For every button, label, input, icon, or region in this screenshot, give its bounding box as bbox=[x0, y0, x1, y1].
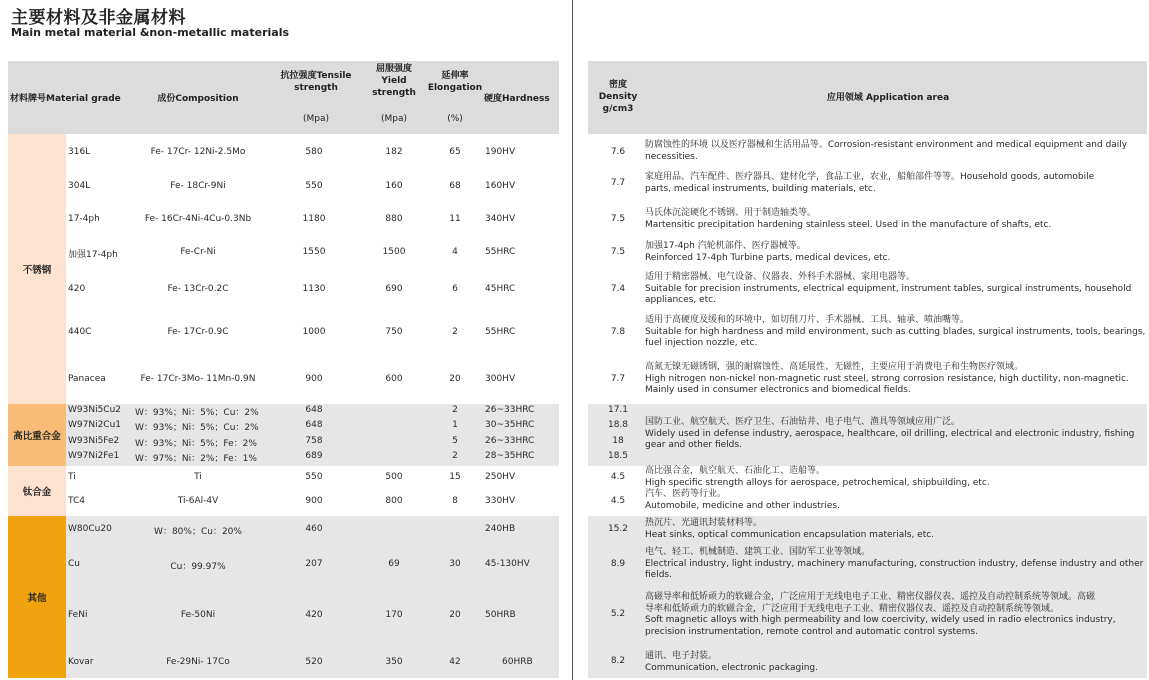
row-panacea-grade: Panacea bbox=[68, 374, 106, 384]
header-tensile-line2: strength bbox=[294, 83, 338, 93]
row-316l-composition: Fe- 17Cr- 12Ni-2.5Mo bbox=[150, 147, 246, 157]
row-w80cu20-composition: W：80%；Cu：20% bbox=[154, 527, 242, 537]
row-reinforced-17-4ph-composition: Fe-Cr-Ni bbox=[180, 247, 216, 257]
row-ti-composition: Ti bbox=[194, 472, 202, 482]
row-reinforced-17-4ph-density: 7.5 bbox=[610, 247, 626, 257]
row-w97ni2fe1-hardness: 28~35HRC bbox=[485, 451, 535, 461]
row-cu-density: 8.9 bbox=[610, 559, 626, 569]
group-tungsten-alloy: 高比重合金 bbox=[8, 404, 66, 466]
left-table-header bbox=[8, 61, 559, 134]
app-line: precision instrumentation, remote control and automatic control systems. bbox=[645, 626, 978, 637]
header-yield-line1: 屈服强度 bbox=[375, 64, 412, 74]
row-cu-application bbox=[645, 547, 1147, 582]
row-tc4-composition: Ti-6Al-4V bbox=[177, 496, 219, 506]
app-line: Automobile, medicine and other industries. bbox=[645, 500, 840, 511]
row-tc4-tensile: 900 bbox=[305, 496, 323, 506]
row-w97ni2fe1-elongation: 2 bbox=[452, 451, 458, 461]
row-reinforced-17-4ph-yield: 1500 bbox=[382, 247, 406, 257]
row-ti-yield: 500 bbox=[385, 472, 403, 482]
titanium-alloy-application bbox=[645, 466, 1147, 512]
app-line: Martensitic precipitation hardening stainless steel. Used in the manufacture of shafts, etc. bbox=[645, 219, 1052, 230]
row-kovar-application bbox=[645, 651, 1147, 674]
row-w93ni5cu2-tensile: 648 bbox=[305, 405, 323, 415]
row-feni-application bbox=[645, 592, 1147, 638]
app-line: fuel injection nozzle, etc. bbox=[645, 338, 758, 348]
row-17-4ph-application bbox=[645, 208, 1147, 231]
header-yield-line3: strength bbox=[372, 88, 416, 98]
app-line: High nitrogen non-nickel non-magnetic rust steel, strong corrosion resistance, high ductility, non-magnetic. bbox=[645, 373, 1129, 384]
row-w97ni2fe1-grade: W97Ni2Fe1 bbox=[68, 451, 120, 461]
app-line: 导率和低矫顽力的软磁合金，广泛应用于无线电电子工业、精密仪器仪表、遥控及自动控制系统等领域。 bbox=[645, 603, 1060, 614]
row-440c-tensile: 1000 bbox=[302, 327, 326, 337]
app-line: 适用于精密器械、电气设备、仪器表、外科手术器械、家用电器等。 bbox=[645, 272, 916, 282]
app-line: Widely used in defense industry, aerospace, healthcare, oil drilling, electrical and electronic industry, fishing bbox=[645, 428, 1135, 439]
row-ti-density: 4.5 bbox=[610, 472, 626, 482]
row-kovar-hardness: 60HRB bbox=[502, 657, 533, 667]
row-w93ni5cu2-density: 17.1 bbox=[607, 405, 629, 415]
row-17-4ph-density: 7.5 bbox=[610, 214, 626, 224]
header-tensile-line1: 抗拉强度Tensile bbox=[280, 71, 352, 81]
row-w97ni2cu1-grade: W97Ni2Cu1 bbox=[68, 420, 122, 430]
row-w97ni2fe1-composition: W：97%；Ni：2%；Fe：1% bbox=[135, 454, 257, 464]
row-feni-density: 5.2 bbox=[610, 609, 626, 619]
row-feni-yield: 170 bbox=[385, 610, 403, 620]
row-ti-hardness: 250HV bbox=[485, 472, 516, 482]
header-tensile bbox=[268, 70, 364, 94]
row-440c-application bbox=[645, 315, 1147, 350]
row-420-elongation: 6 bbox=[452, 284, 458, 294]
row-w97ni2cu1-elongation: 1 bbox=[452, 420, 458, 430]
app-line: 国防工业、航空航天、医疗卫生、石油钻井、电子电气、渔具等领域应用广泛。 bbox=[645, 417, 961, 427]
row-304l-grade: 304L bbox=[68, 181, 91, 191]
row-kovar-density: 8.2 bbox=[610, 656, 626, 666]
row-w97ni2cu1-tensile: 648 bbox=[305, 420, 323, 430]
app-line: High specific strength alloys for aerospace, petrochemical, shipbuilding, etc. bbox=[645, 477, 990, 488]
app-line: 电气、轻工、机械制造、建筑工业、国防军工业等领域。 bbox=[645, 547, 871, 557]
row-feni-tensile: 420 bbox=[305, 610, 323, 620]
row-440c-yield: 750 bbox=[385, 327, 403, 337]
app-line: 适用于高硬度及缓和的环境中，如切削刀片、手术器械、工具、轴承、喷油嘴等。 bbox=[645, 315, 970, 325]
row-panacea-application bbox=[645, 362, 1147, 397]
header-grade: 材料牌号Material grade bbox=[10, 94, 121, 104]
row-316l-tensile: 580 bbox=[305, 147, 323, 157]
row-440c-hardness: 55HRC bbox=[485, 327, 516, 337]
app-line: necessities. bbox=[645, 151, 698, 162]
row-316l-elongation: 65 bbox=[449, 147, 461, 157]
row-w80cu20-density: 15.2 bbox=[607, 524, 629, 534]
row-reinforced-17-4ph-tensile: 1550 bbox=[302, 247, 326, 257]
row-316l-grade: 316L bbox=[68, 147, 91, 157]
row-316l-application bbox=[645, 140, 1147, 163]
app-line: 家庭用品、汽车配件、医疗器具、建材化学，食品工业，农业，船舶部件等等。Household goods, automobile bbox=[645, 172, 1095, 182]
header-yield-unit: (Mpa) bbox=[380, 114, 407, 124]
row-reinforced-17-4ph-grade: 加强17-4ph bbox=[68, 250, 118, 260]
row-w97ni2cu1-hardness: 30~35HRC bbox=[485, 420, 535, 430]
app-line: 防腐蚀性的环境 以及医疗器械和生活用品等。Corrosion-resistant environment and medical equipment and daily bbox=[645, 140, 1128, 150]
row-ti-grade: Ti bbox=[68, 472, 76, 482]
row-panacea-tensile: 900 bbox=[305, 374, 323, 384]
row-w93ni5fe2-tensile: 758 bbox=[305, 436, 323, 446]
row-reinforced-17-4ph-elongation: 4 bbox=[452, 247, 458, 257]
page-title: 主要材料及非金属材料 bbox=[11, 8, 186, 28]
row-316l-yield: 182 bbox=[385, 147, 403, 157]
row-w93ni5fe2-grade: W93Ni5Fe2 bbox=[68, 436, 120, 446]
page-divider bbox=[572, 0, 573, 680]
row-w93ni5cu2-elongation: 2 bbox=[452, 405, 458, 415]
row-304l-elongation: 68 bbox=[449, 181, 461, 191]
row-420-tensile: 1130 bbox=[302, 284, 326, 294]
row-w80cu20-tensile: 460 bbox=[305, 524, 323, 534]
row-feni-grade: FeNi bbox=[68, 610, 88, 620]
row-304l-application bbox=[645, 172, 1147, 195]
row-304l-composition: Fe- 18Cr-9Ni bbox=[170, 181, 226, 191]
app-line: 热沉片、光通讯封装材料等。 bbox=[645, 518, 763, 528]
row-304l-density: 7.7 bbox=[610, 178, 626, 188]
app-line: fields. bbox=[645, 570, 672, 580]
row-tc4-yield: 800 bbox=[385, 496, 403, 506]
header-yield bbox=[364, 63, 424, 99]
row-w93ni5cu2-composition: W：93%；Ni：5%；Cu：2% bbox=[135, 408, 259, 418]
app-line: Soft magnetic alloys with high permeability and low coercivity, widely used in radio electronics industry, bbox=[645, 615, 1116, 625]
header-application: 应用领域 Application area bbox=[826, 93, 950, 103]
app-line: 高磁导率和低矫顽力的软磁合金，广泛应用于无线电电子工业、精密仪器仪表、遥控及自动控制系统等领域。高磁 bbox=[645, 592, 1096, 602]
group-other: 其他 bbox=[8, 516, 66, 678]
app-line: Electrical industry, light industry, machinery manufacturing, construction industry, defense industry and other bbox=[645, 558, 1144, 569]
row-cu-elongation: 30 bbox=[449, 559, 461, 569]
row-cu-grade: Cu bbox=[68, 559, 80, 569]
row-316l-density: 7.6 bbox=[610, 147, 626, 157]
row-17-4ph-yield: 880 bbox=[385, 214, 403, 224]
row-304l-hardness: 160HV bbox=[485, 181, 516, 191]
header-density-line2: Density bbox=[598, 92, 638, 102]
row-kovar-tensile: 520 bbox=[305, 657, 323, 667]
right-table-header bbox=[588, 61, 1147, 134]
row-tc4-elongation: 8 bbox=[452, 496, 458, 506]
app-line: Heat sinks, optical communication encapsulation materials, etc. bbox=[645, 529, 935, 540]
app-line: 高氮无镍无磁锈钢，强的耐腐蚀性、高延展性、无磁性，主要应用于消费电子和生物医疗领域。 bbox=[645, 362, 1024, 372]
row-reinforced-17-4ph-hardness: 55HRC bbox=[485, 247, 516, 257]
row-w80cu20-grade: W80Cu20 bbox=[68, 524, 112, 534]
row-17-4ph-grade: 17-4ph bbox=[68, 214, 100, 224]
row-feni-composition: Fe-50Ni bbox=[180, 610, 216, 620]
row-17-4ph-composition: Fe- 16Cr-4Ni-4Cu-0.3Nb bbox=[144, 214, 252, 224]
row-420-composition: Fe- 13Cr-0.2C bbox=[167, 284, 229, 294]
app-line: Suitable for precision instruments, electrical equipment, instrument tables, surgical instruments, household bbox=[645, 283, 1132, 294]
group-titanium-alloy: 钛合金 bbox=[8, 466, 66, 516]
header-density bbox=[588, 79, 648, 115]
row-kovar-elongation: 42 bbox=[449, 657, 461, 667]
app-line: appliances, etc. bbox=[645, 295, 716, 305]
row-feni-elongation: 20 bbox=[449, 610, 461, 620]
row-440c-density: 7.8 bbox=[610, 327, 626, 337]
row-w93ni5fe2-density: 18 bbox=[612, 436, 624, 446]
row-w93ni5cu2-hardness: 26~33HRC bbox=[485, 405, 535, 415]
header-composition: 成份Composition bbox=[157, 94, 239, 104]
row-w93ni5fe2-composition: W：93%；Ni：5%；Fe：2% bbox=[135, 439, 257, 449]
row-panacea-yield: 600 bbox=[385, 374, 403, 384]
row-17-4ph-hardness: 340HV bbox=[485, 214, 516, 224]
row-17-4ph-tensile: 1180 bbox=[302, 214, 326, 224]
row-panacea-composition: Fe- 17Cr-3Mo- 11Mn-0.9N bbox=[140, 374, 256, 384]
row-cu-yield: 69 bbox=[388, 559, 400, 569]
row-panacea-hardness: 300HV bbox=[485, 374, 516, 384]
row-w80cu20-hardness: 240HB bbox=[485, 524, 516, 534]
row-panacea-elongation: 20 bbox=[449, 374, 461, 384]
row-304l-tensile: 550 bbox=[305, 181, 323, 191]
header-hardness: 硬度Hardness bbox=[484, 94, 550, 104]
row-kovar-yield: 350 bbox=[385, 657, 403, 667]
app-line: Reinforced 17-4ph Turbine parts, medical devices, etc. bbox=[645, 252, 891, 263]
row-304l-yield: 160 bbox=[385, 181, 403, 191]
app-line: gear and other fields. bbox=[645, 440, 742, 450]
row-tc4-grade: TC4 bbox=[68, 496, 85, 506]
row-tc4-hardness: 330HV bbox=[485, 496, 516, 506]
row-kovar-composition: Fe-29Ni- 17Co bbox=[166, 657, 230, 667]
group-stainless-steel: 不锈钢 bbox=[8, 134, 66, 404]
row-420-application bbox=[645, 272, 1147, 307]
app-line: 马氏体沉淀硬化不锈钢、用于制造轴类等。 bbox=[645, 208, 817, 218]
row-cu-tensile: 207 bbox=[305, 559, 323, 569]
header-elong-line1: 延伸率 bbox=[441, 71, 469, 81]
header-elong-line2: Elongation bbox=[427, 83, 483, 93]
app-line: 通讯、电子封装。 bbox=[645, 651, 718, 661]
header-tensile-unit: (Mpa) bbox=[302, 114, 329, 124]
row-17-4ph-elongation: 11 bbox=[449, 214, 461, 224]
row-w93ni5fe2-hardness: 26~33HRC bbox=[485, 436, 535, 446]
tungsten-alloy-application bbox=[645, 417, 1147, 452]
row-w80cu20-application bbox=[645, 518, 1147, 541]
row-cu-hardness: 45-130HV bbox=[485, 559, 530, 569]
row-reinforced-17-4ph-application bbox=[645, 241, 1147, 264]
app-line: 高比强合金，航空航天、石油化工、造船等。 bbox=[645, 466, 826, 476]
row-420-yield: 690 bbox=[385, 284, 403, 294]
page-subtitle: Main metal material &non-metallic materials bbox=[11, 26, 290, 39]
row-w97ni2cu1-composition: W：93%；Ni：5%；Cu：2% bbox=[135, 423, 259, 433]
row-316l-hardness: 190HV bbox=[485, 147, 516, 157]
row-440c-grade: 440C bbox=[68, 327, 92, 337]
row-420-hardness: 45HRC bbox=[485, 284, 516, 294]
row-w97ni2fe1-density: 18.5 bbox=[607, 451, 629, 461]
row-w97ni2fe1-tensile: 689 bbox=[305, 451, 323, 461]
row-420-grade: 420 bbox=[68, 284, 86, 294]
row-420-density: 7.4 bbox=[610, 284, 626, 294]
app-line: 加强17-4ph 汽轮机部件、医疗器械等。 bbox=[645, 241, 806, 251]
header-elongation bbox=[426, 70, 484, 94]
header-yield-line2: Yield bbox=[381, 76, 407, 86]
header-elongation-unit: (%) bbox=[447, 114, 463, 124]
row-cu-composition: Cu：99.97% bbox=[170, 562, 226, 572]
header-density-line3: g/cm3 bbox=[602, 104, 634, 114]
row-kovar-grade: Kovar bbox=[68, 657, 94, 667]
band-other-left bbox=[66, 516, 559, 678]
row-ti-tensile: 550 bbox=[305, 472, 323, 482]
app-line: Mainly used in consumer electronics and biomedical fields. bbox=[645, 385, 911, 395]
row-w93ni5fe2-elongation: 5 bbox=[452, 436, 458, 446]
row-440c-elongation: 2 bbox=[452, 327, 458, 337]
row-ti-elongation: 15 bbox=[449, 472, 461, 482]
app-line: 汽车、医药等行业。 bbox=[645, 489, 727, 499]
row-440c-composition: Fe- 17Cr-0.9C bbox=[167, 327, 229, 337]
app-line: parts, medical instruments, building materials, etc. bbox=[645, 183, 876, 194]
app-line: Suitable for high hardness and mild environment, such as cutting blades, surgical instruments, tools, bearings, bbox=[645, 326, 1146, 337]
app-line: Communication, electronic packaging. bbox=[645, 662, 818, 673]
row-tc4-density: 4.5 bbox=[610, 496, 626, 506]
row-w93ni5cu2-grade: W93Ni5Cu2 bbox=[68, 405, 122, 415]
row-panacea-density: 7.7 bbox=[610, 374, 626, 384]
row-w97ni2cu1-density: 18.8 bbox=[607, 420, 629, 430]
row-feni-hardness: 50HRB bbox=[485, 610, 516, 620]
header-density-line1: 密度 bbox=[608, 80, 627, 90]
